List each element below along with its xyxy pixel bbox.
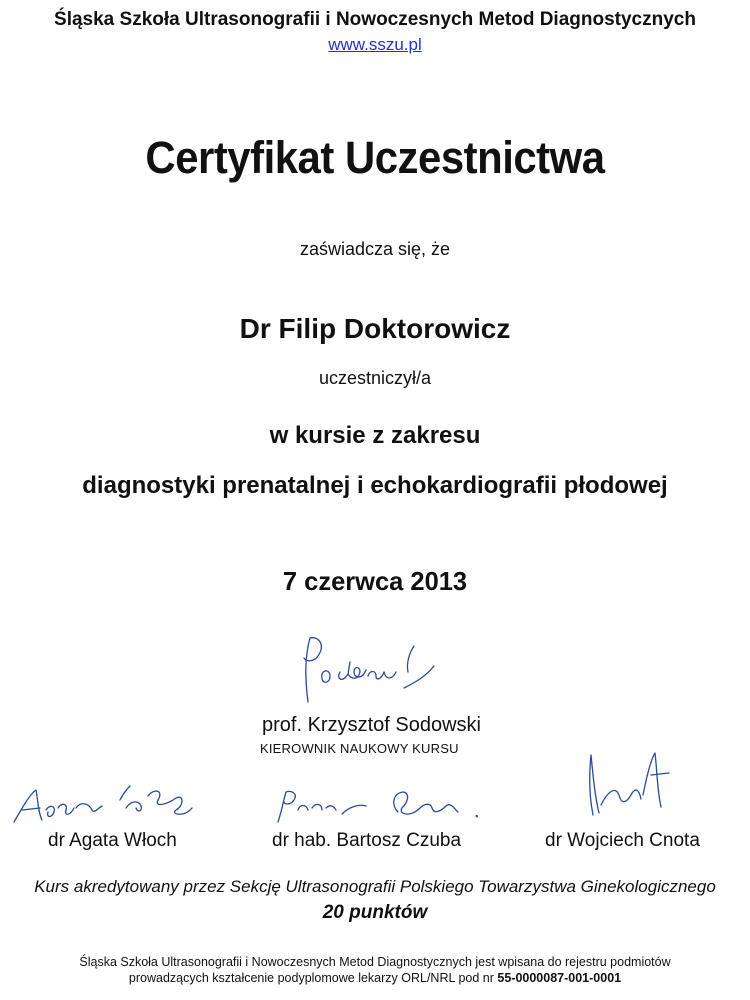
member-signatory-name: dr Wojciech Cnota	[545, 830, 700, 851]
member-signatory-name: dr Agata Włoch	[48, 830, 177, 851]
organization-name: Śląska Szkoła Ultrasonografii i Nowoczesnych Metod Diagnostycznych	[54, 9, 696, 30]
member-signature-3	[585, 745, 695, 825]
website-link-text[interactable]: www.sszu.pl	[328, 35, 422, 54]
course-intro: w kursie z zakresu	[269, 422, 481, 449]
head-signature	[296, 632, 446, 712]
attestation-text: zaświadcza się, że	[299, 239, 451, 259]
course-date: 7 czerwca 2013	[282, 566, 468, 596]
registry-note-line1: Śląska Szkoła Ultrasonografii i Nowoczesnych Metod Diagnostycznych jest wpisana do rejestru podmiotów	[79, 955, 671, 969]
accreditation-points: 20 punktów	[322, 902, 428, 923]
accreditation-text: Kurs akredytowany przez Sekcję Ultrasonografii Polskiego Towarzystwa Ginekologicznego	[34, 877, 716, 896]
member-signature-1	[8, 778, 198, 833]
member-signatory-name: dr hab. Bartosz Czuba	[272, 830, 462, 851]
registry-number: 55-0000087-001-0001	[497, 971, 622, 985]
website-link[interactable]	[0, 35, 750, 55]
participant-name: Dr Filip Doktorowicz	[239, 313, 511, 344]
member-signature-2	[270, 782, 495, 832]
head-signatory-name: prof. Krzysztof Sodowski	[262, 714, 481, 736]
registry-note-prefix: prowadzących kształcenie podyplomowe lekarzy ORL/NRL pod nr	[128, 971, 494, 985]
course-subject: diagnostyki prenatalnej i echokardiografii płodowej	[82, 472, 668, 499]
head-signatory-role: KIEROWNIK NAUKOWY KURSU	[260, 741, 459, 756]
participation-text: uczestniczył/a	[318, 368, 432, 388]
registry-note-line2	[0, 971, 750, 985]
certificate-title: Certyfikat Uczestnictwa	[145, 132, 605, 183]
